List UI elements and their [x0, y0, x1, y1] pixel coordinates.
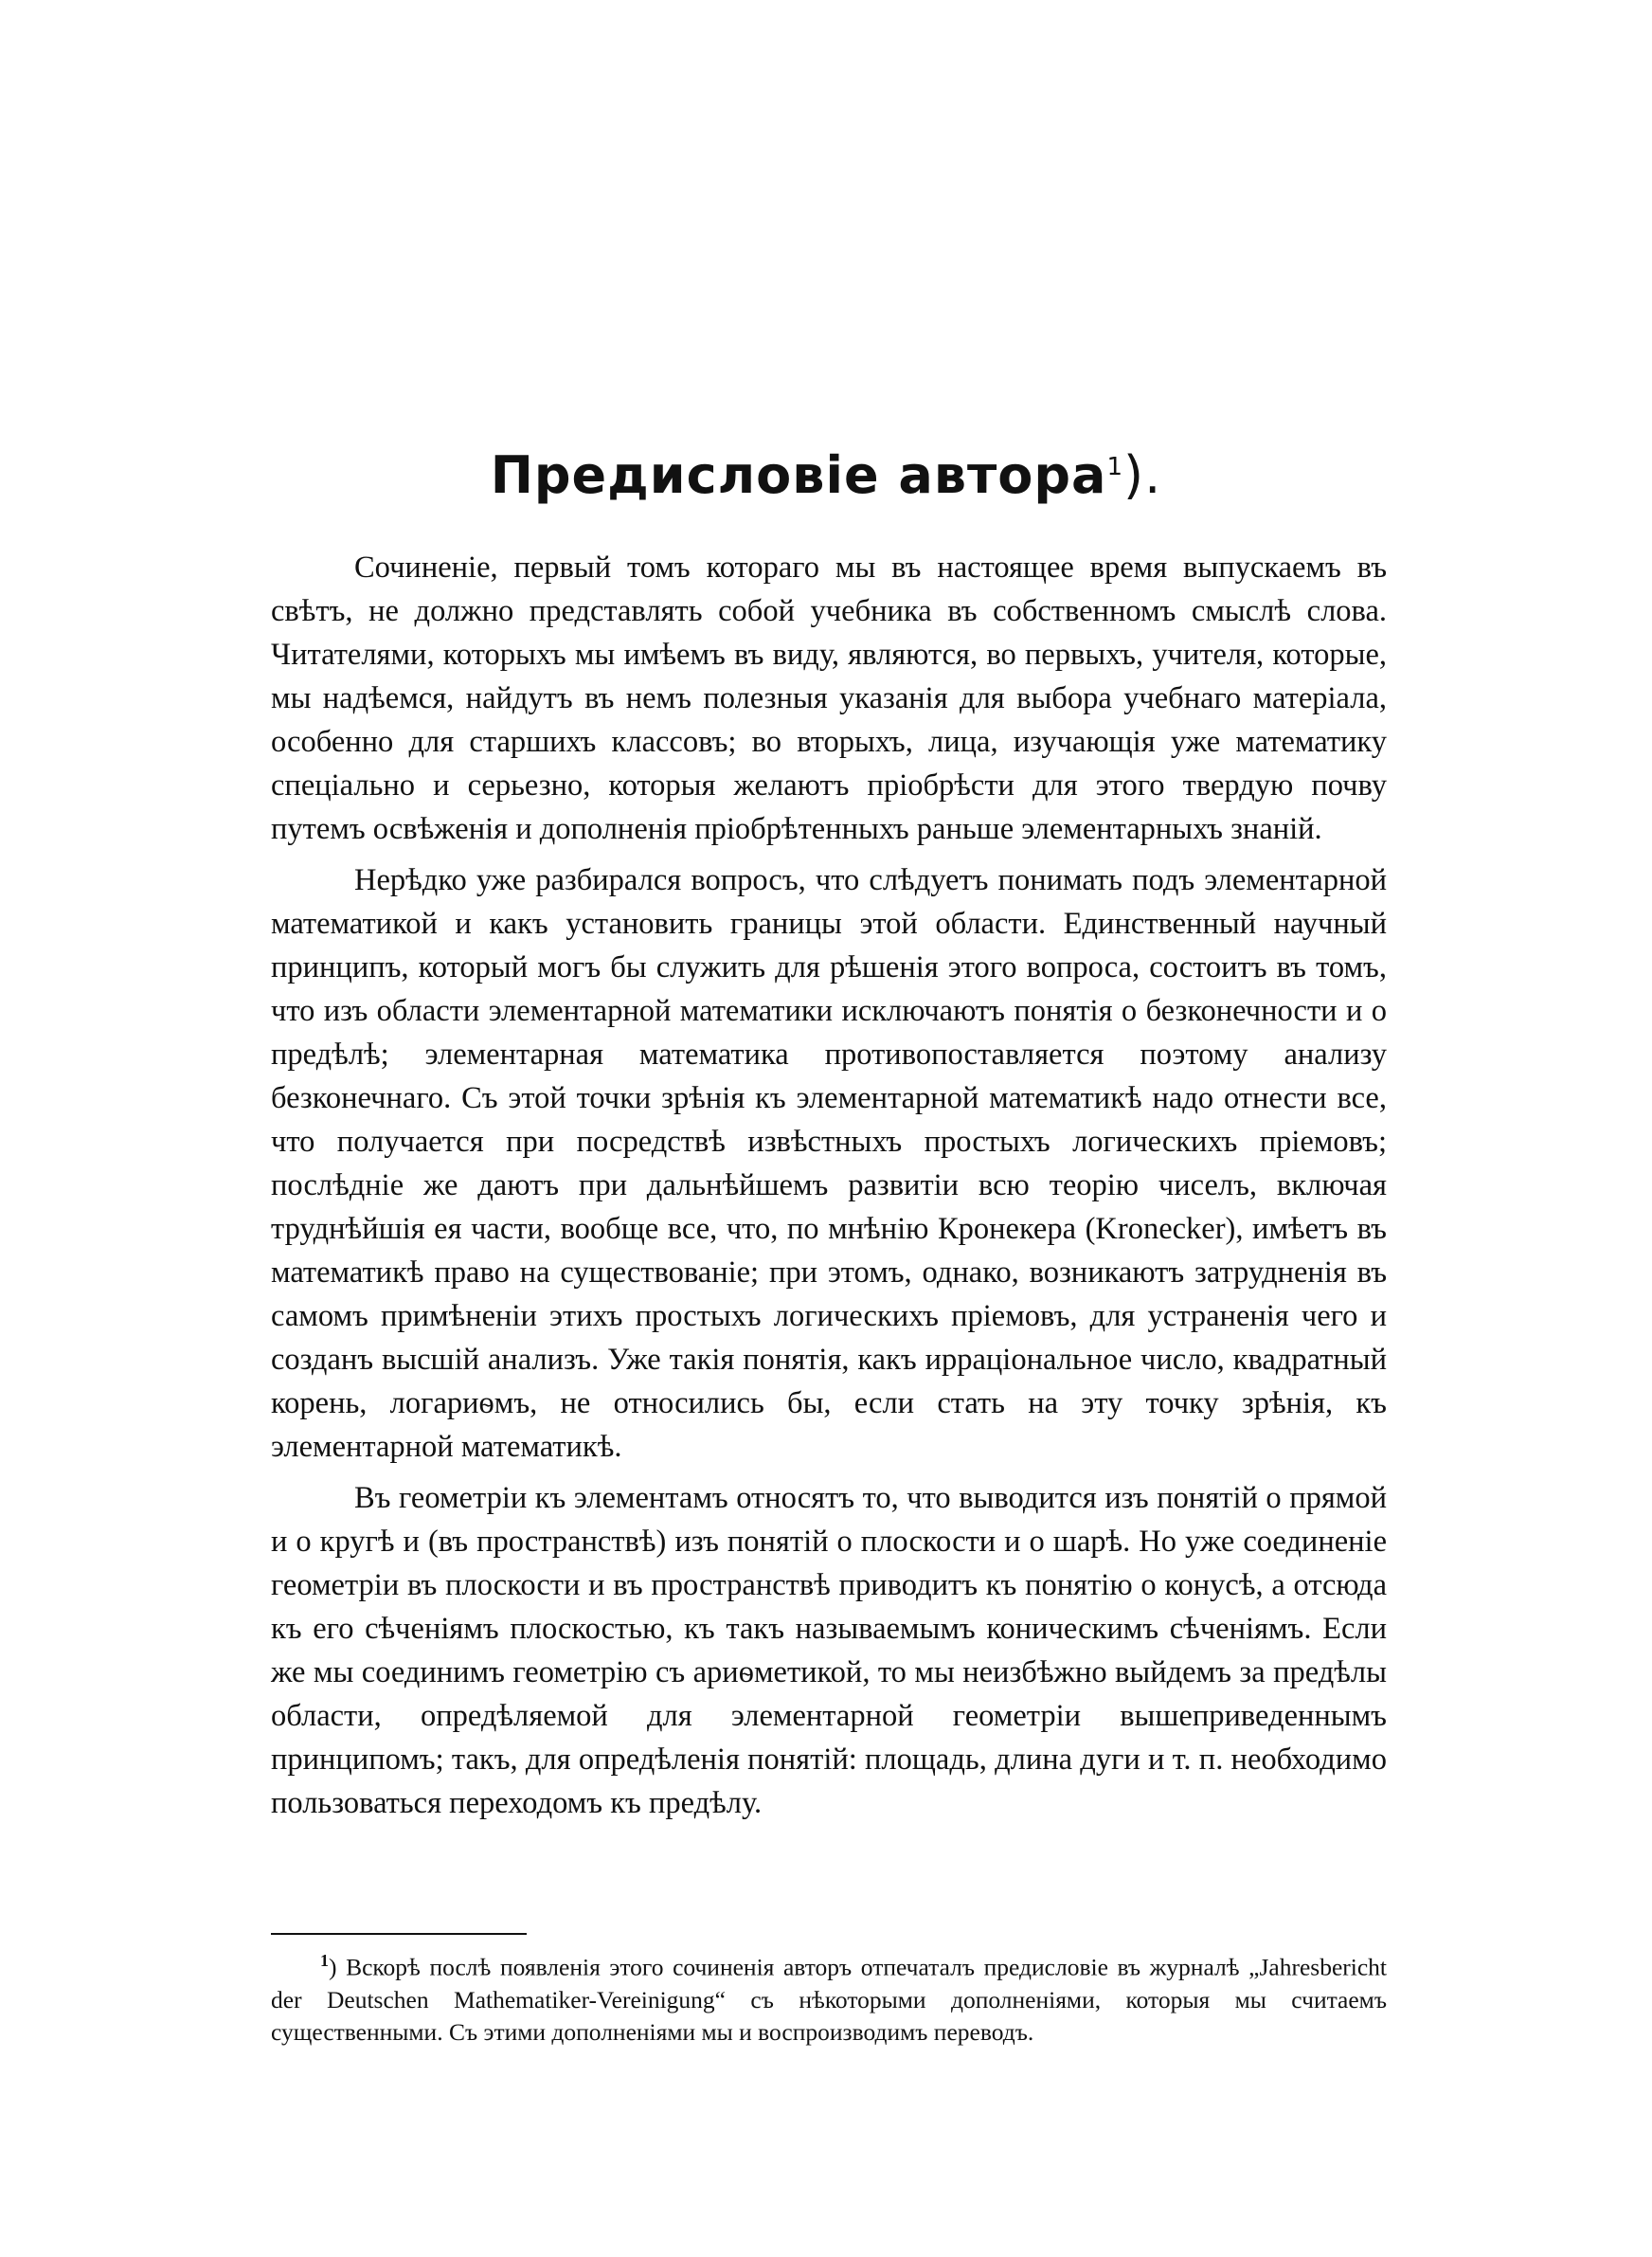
footnote-marker: 1 — [320, 1951, 329, 1970]
paragraph: Нерѣдко уже разбирался вопросъ, что слѣдуетъ понимать подъ элементарной математикой и какъ установить границы этой области. Единственный научный принципъ, который могъ бы служить для рѣшенія этого вопроса, состоитъ въ томъ, что изъ области элементарной математики исключаютъ понятія о безконечности и о предѣлѣ; элементарная математика противопоставляется поэтому анализу безконечнаго. Съ этой точки зрѣнія къ элементарной математикѣ надо отнести все, что получается при посредствѣ извѣстныхъ простыхъ логическихъ пріемовъ; послѣдніе же даютъ при дальнѣйшемъ развитіи всю теорію чиселъ, включая труднѣйшія ея части, вообще все, что, по мнѣнію Кронекера (Kronecker), имѣетъ въ математикѣ право на существованіе; при этомъ, однако, возникаютъ затрудненія въ самомъ примѣненіи этихъ простыхъ логическихъ пріемовъ, для устраненія чего и созданъ высшій анализъ. Уже такія понятія, какъ ирраціональное число, квадратный корень, логариѳмъ, не относились бы, если стать на эту точку зрѣнія, къ элементарной математикѣ. — [271, 863, 1387, 1464]
footnote-separator — [271, 1933, 527, 1935]
paragraph: Въ геометріи къ элементамъ относятъ то, что выводится изъ понятій о прямой и о кругѣ и (въ пространствѣ) изъ понятій о плоскости и о шарѣ. Но уже соединеніе геометріи въ плоскости и въ пространствѣ приводитъ къ понятію о конусѣ, а отсюда къ его сѣченіямъ плоскостью, къ такъ называемымъ коническимъ сѣченіямъ. Если же мы соединимъ геометрію съ ариѳметикой, то мы неизбѣжно выйдемъ за предѣлы области, опредѣляемой для элементарной геометріи вышеприведеннымъ принципомъ; такъ, для опредѣленія понятій: площадь, длина дуги и т. п. необходимо пользоваться переходомъ къ предѣлу. — [271, 1481, 1387, 1820]
preface-body — [271, 546, 1387, 1825]
title-text: Предисловіе автора — [490, 445, 1107, 505]
footnote-text: ) Вскорѣ послѣ появленія этого сочиненія авторъ отпечаталъ предисловіе въ журналѣ „Jahresbericht der Deutschen Mathematiker-Vereinigung“ съ нѣкоторыми дополненіями, которыя мы считаемъ существенными. Съ этими дополненіями мы и воспроизводимъ переводъ. — [271, 1953, 1387, 2046]
page-title — [0, 445, 1652, 507]
footnote — [271, 1944, 1387, 2049]
title-tail: ). — [1123, 445, 1162, 505]
title-footnote-marker[interactable]: 1 — [1106, 453, 1124, 481]
paragraph: Сочиненіе, первый томъ котораго мы въ настоящее время выпускаемъ въ свѣтъ, не должно представлять собой учебника въ собственномъ смыслѣ слова. Читателями, которыхъ мы имѣемъ въ виду, являются, во первыхъ, учителя, которые, мы надѣемся, найдутъ въ немъ полезныя указанія для выбора учебнаго матеріала, особенно для старшихъ классовъ; во вторыхъ, лица, изучающія уже математику спеціально и серьезно, которыя желаютъ пріобрѣсти для этого твердую почву путемъ освѣженія и дополненія пріобрѣтенныхъ раньше элементарныхъ знаній. — [271, 551, 1387, 846]
